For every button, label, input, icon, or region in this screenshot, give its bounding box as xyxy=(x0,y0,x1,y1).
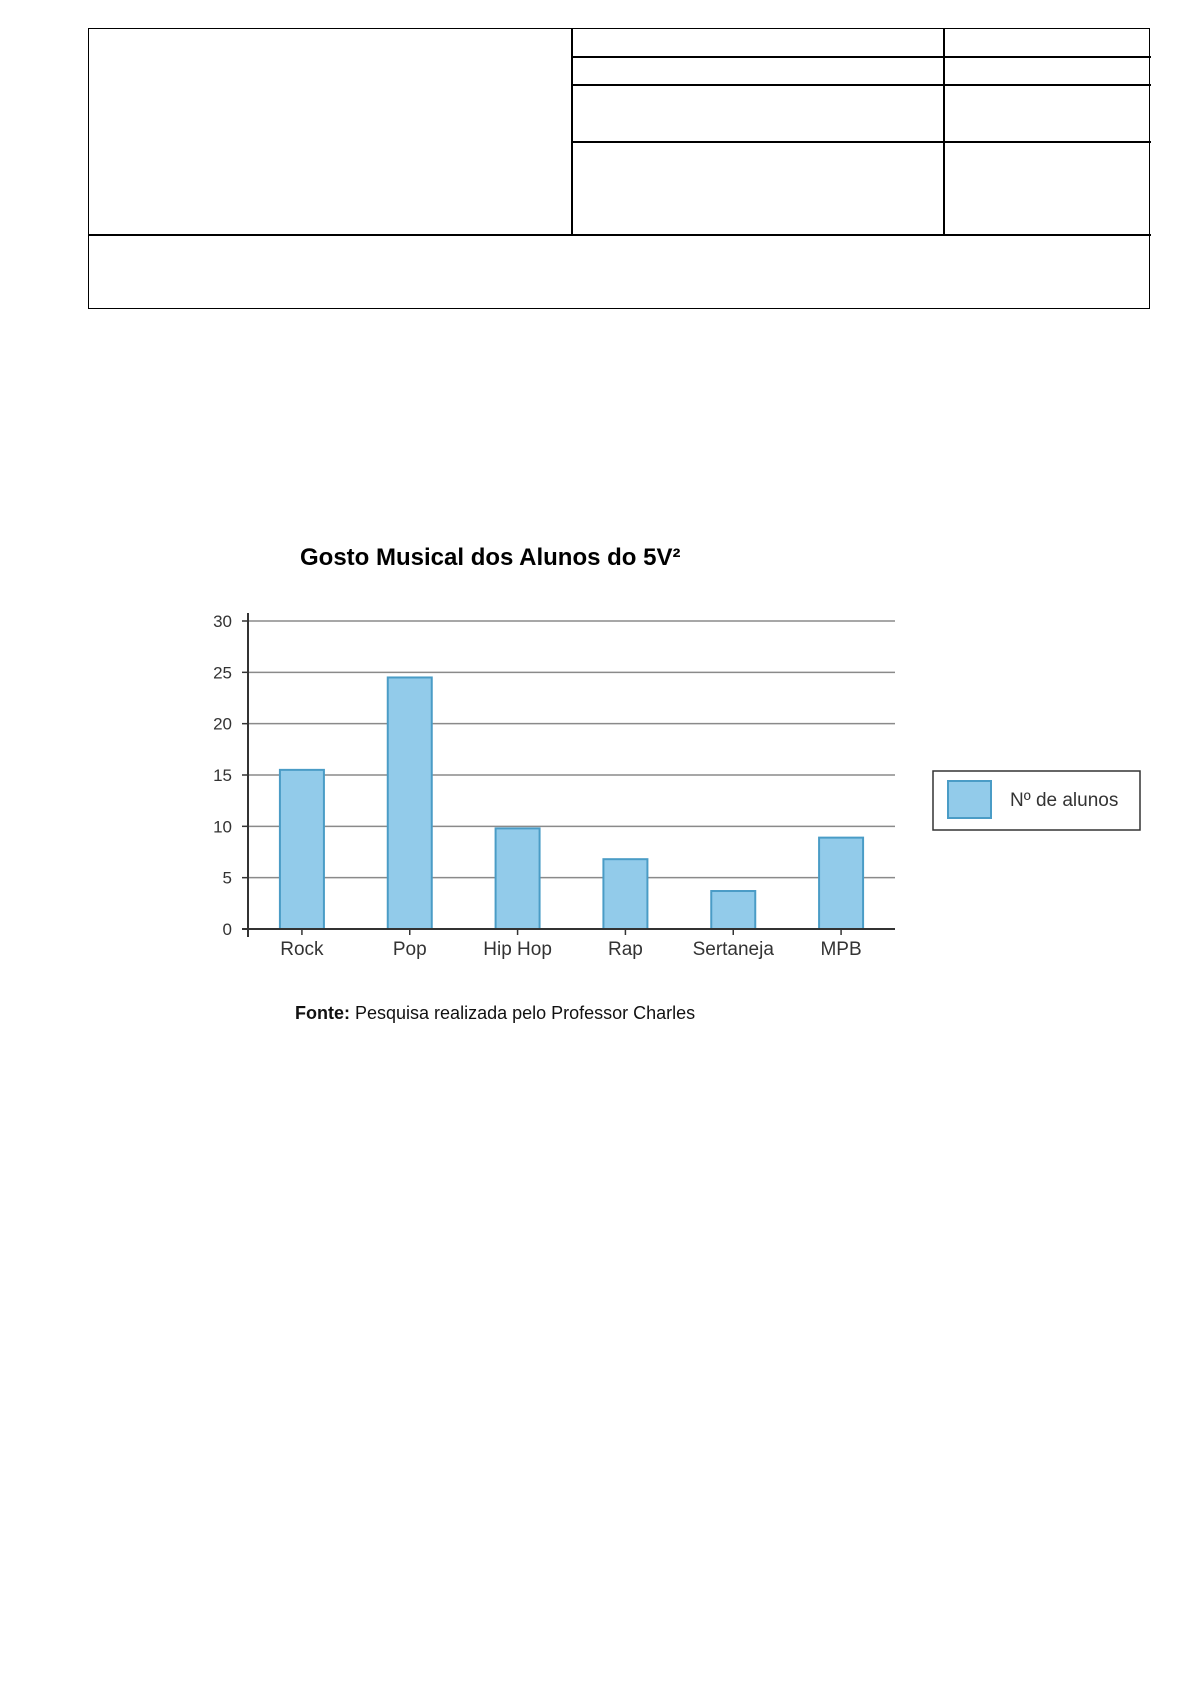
bar-mpb xyxy=(819,838,863,929)
bar-rock xyxy=(280,770,324,929)
legend-label: Nº de alunos xyxy=(1010,790,1119,811)
legend xyxy=(933,771,1140,830)
y-tick-label: 25 xyxy=(213,663,232,683)
source-text: Pesquisa realizada pelo Professor Charles xyxy=(355,1003,696,1023)
y-tick-label: 0 xyxy=(222,920,232,939)
y-tick-labels xyxy=(213,612,232,939)
bar-hip-hop xyxy=(496,828,540,929)
category-label: MPB xyxy=(820,939,862,960)
bar-pop xyxy=(388,677,432,929)
bars xyxy=(280,677,863,929)
y-tick-label: 15 xyxy=(213,766,232,785)
category-label: Hip Hop xyxy=(483,939,552,960)
y-tick-label: 5 xyxy=(222,868,232,888)
category-label: Rock xyxy=(280,939,324,960)
category-label: Sertaneja xyxy=(692,939,774,960)
legend-swatch xyxy=(948,781,991,818)
y-tick-label: 20 xyxy=(213,714,232,734)
category-labels xyxy=(280,939,861,960)
chart-title: Gosto Musical dos Alunos do 5V² xyxy=(300,544,681,571)
y-tick-label: 30 xyxy=(213,612,232,631)
y-tick-label: 10 xyxy=(213,817,232,837)
grid-lines xyxy=(248,621,895,878)
chart-source xyxy=(295,1003,695,1024)
source-label: Fonte: xyxy=(295,1003,350,1023)
bar-rap xyxy=(603,859,647,929)
category-label: Pop xyxy=(392,939,427,960)
category-label: Rap xyxy=(607,939,643,960)
bar-sertaneja xyxy=(711,891,755,929)
